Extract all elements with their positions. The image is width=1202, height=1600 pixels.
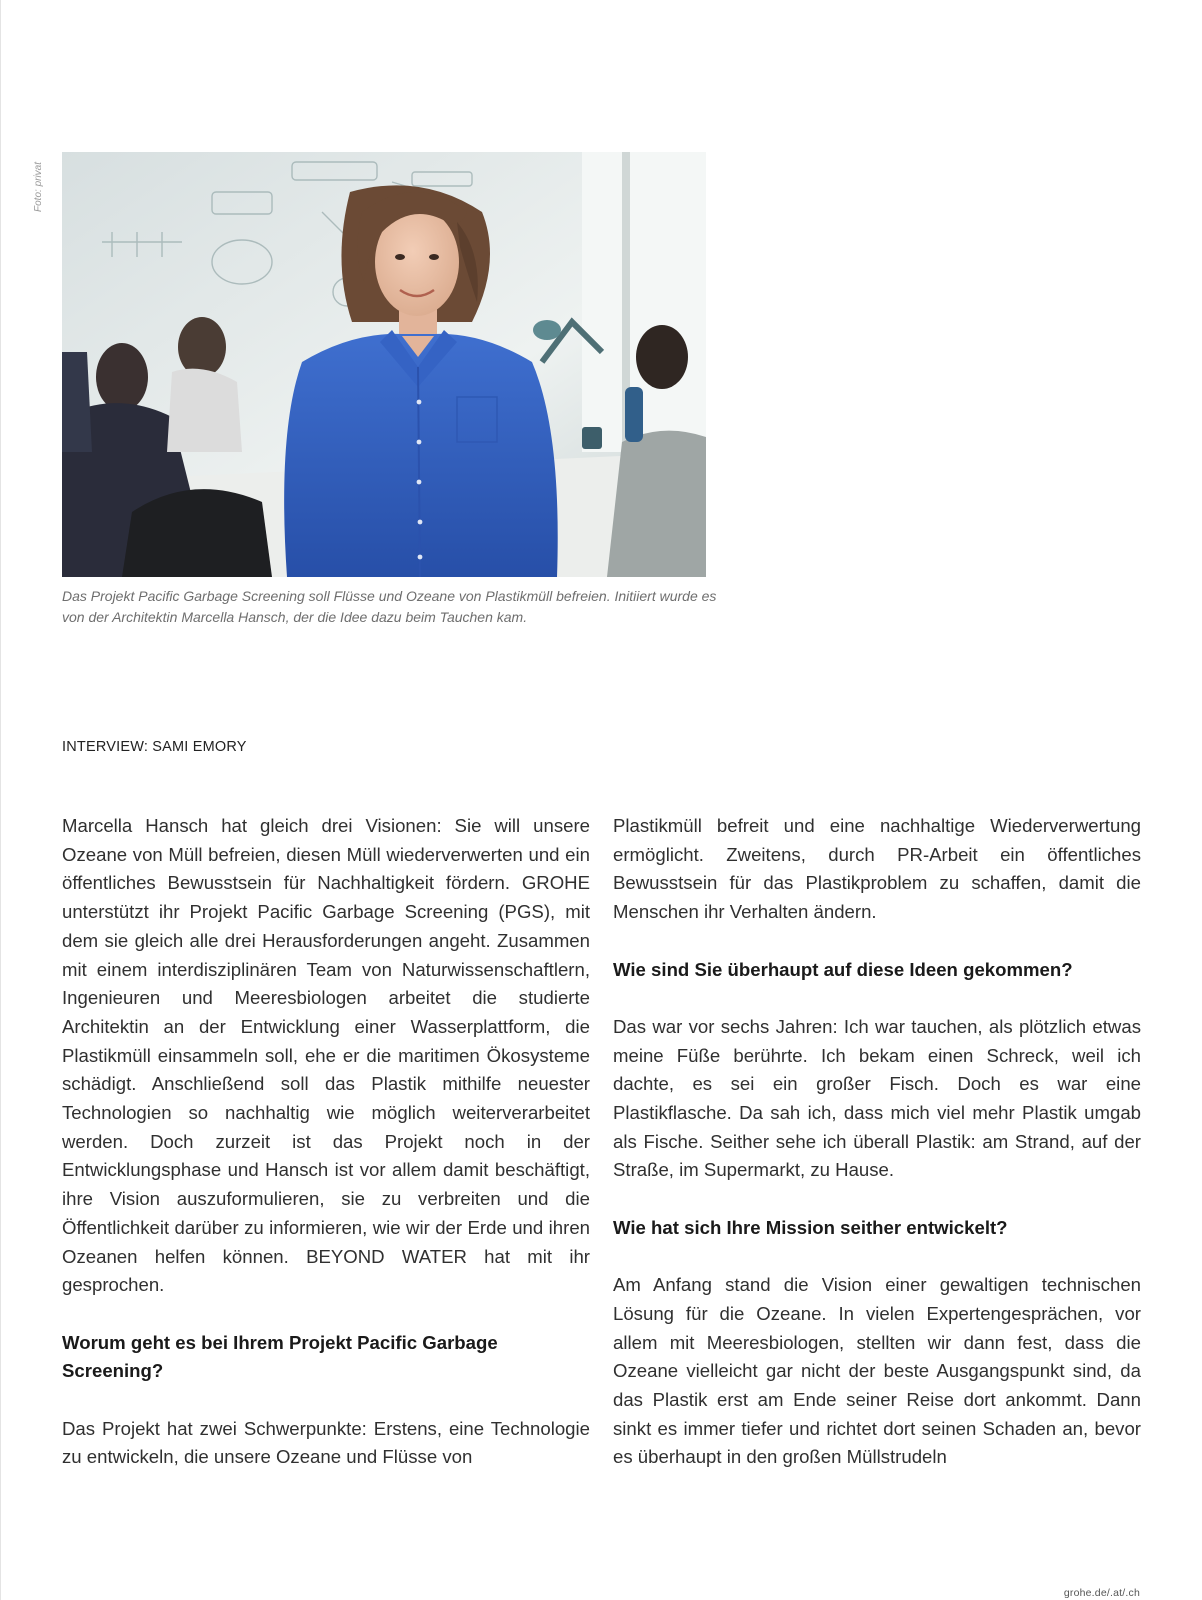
interview-byline: INTERVIEW: SAMI EMORY: [62, 739, 247, 755]
answer-1-paragraph: Das Projekt hat zwei Schwerpunkte: Erstens, eine Technologie zu entwickeln, die unsere Ozeane und Flüsse von: [62, 1417, 590, 1468]
article-column-right: [613, 812, 1141, 1472]
footer-url: grohe.de/.at/.ch: [1063, 1587, 1140, 1599]
page-edge-rule: [0, 0, 1, 1600]
photo-caption: Das Projekt Pacific Garbage Screening soll Flüsse und Ozeane von Plastikmüll befreien. Initiiert wurde es von der Architektin Marcella Hansch, der die Idee dazu beim Tauchen kam.: [62, 588, 717, 625]
answer-1-continued: Plastikmüll befreit und eine nachhaltige Wiederverwertung ermöglicht. Zweitens, durch PR-Arbeit ein öffentliches Bewusstsein für das Plastikproblem zu schaffen, damit die Menschen ihr Verhalten ändern.: [613, 815, 1141, 923]
answer-2-paragraph: Das war vor sechs Jahren: Ich war tauchen, als plötzlich etwas meine Füße berührte. Ich bekam einen Schreck, weil ich dachte, es sei ein großer Fisch. Doch es war eine Plastikflasche. Da sah ich, dass mich viel mehr Plastik umgab als Fische. Seither sehe ich überall Plastik: am Strand, auf der Straße, im Supermarkt, zu Hause.: [613, 1015, 1141, 1181]
photo-credit: Foto: privat: [33, 161, 44, 212]
intro-paragraph: Marcella Hansch hat gleich drei Visionen: Sie will unsere Ozeane von Müll befreien, diesen Müll wiederverwerten und ein öffentliches Bewusstsein für Nachhaltigkeit fördern. GROHE unterstützt ihr Projekt Pacific Garbage Screening (PGS), mit dem sie gleich alle drei Herausforderungen angeht. Zusammen mit einem interdisziplinären Team von Naturwissenschaftlern, Ingenieuren und Meeresbiologen arbeitet die studierte Architektin an der Entwicklung einer Wasserplattform, die Plastikmüll einsammeln soll, ehe er die maritimen Ökosysteme schädigt. Anschließend soll das Plastik mithilfe neuester Technologien so nachhaltig wie möglich weiterverarbeitet werden. Doch zurzeit ist das Projekt noch in der Entwicklungsphase und Hansch ist vor allem damit beschäftigt, ihre Vision auszuformulieren, sie zu verbreiten und die Öffentlichkeit darüber zu informieren, wie wir der Erde und ihren Ozeanen helfen können. BEYOND WATER hat mit ihr gesprochen.: [62, 815, 590, 1296]
question-1-heading: Worum geht es bei Ihrem Projekt Pacific Garbage Screening?: [62, 1331, 498, 1382]
question-2-heading: Wie sind Sie überhaupt auf diese Ideen gekommen?: [613, 958, 1073, 980]
portrait-photo: [62, 152, 706, 577]
answer-3-paragraph: Am Anfang stand die Vision einer gewaltigen technischen Lösung für die Ozeane. In vielen Expertengesprächen, vor allem mit Meeresbiologen, stellten wir dann fest, dass die Ozeane vielleicht gar nicht der beste Ausgangspunkt sind, da das Plastik erst am Ende seiner Reise dort ankommt. Dann sinkt es immer tiefer und richtet dort seinen Schaden an, bevor es überhaupt in den großen Müllstrudeln: [613, 1274, 1141, 1468]
question-3-heading: Wie hat sich Ihre Mission seither entwickelt?: [613, 1216, 1008, 1238]
article-column-left: [62, 812, 590, 1472]
